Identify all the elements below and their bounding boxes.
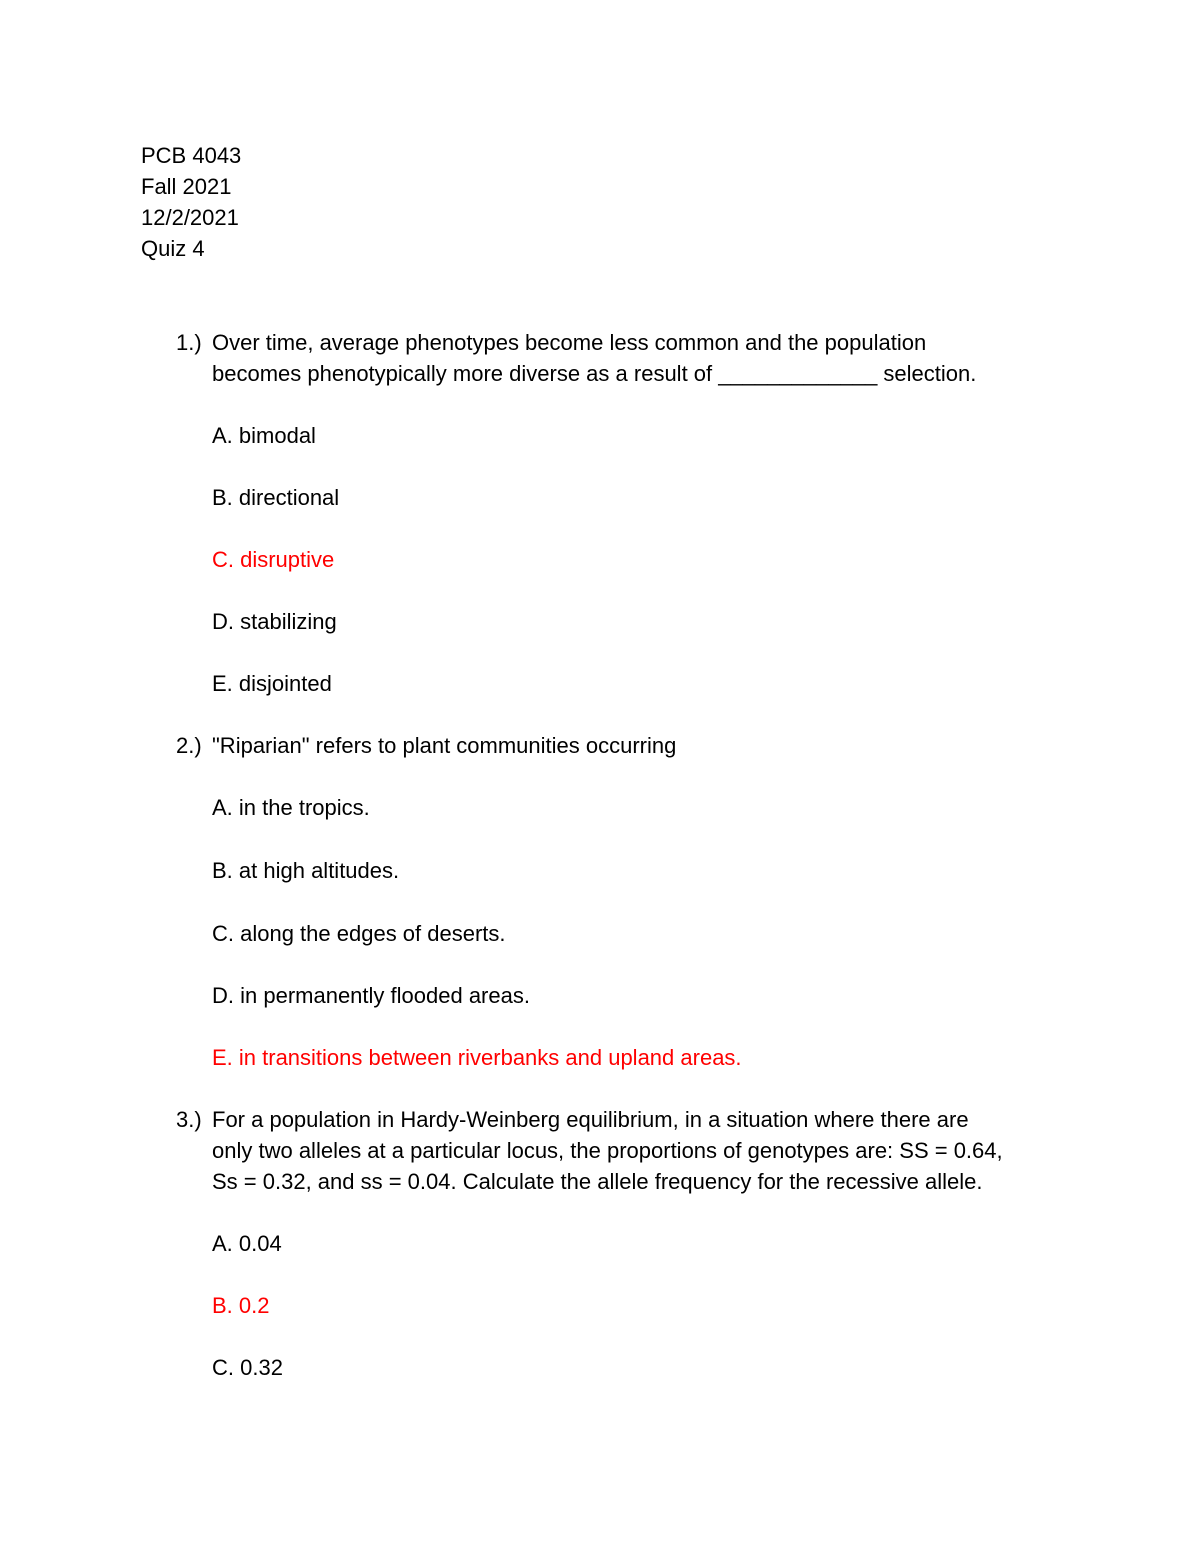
course-code: PCB 4043 xyxy=(141,143,242,168)
question-3-text-line-1: For a population in Hardy-Weinberg equilibrium, in a situation where there are xyxy=(212,1107,969,1132)
quiz-title: Quiz 4 xyxy=(141,236,205,261)
question-1-text-line-2: becomes phenotypically more diverse as a result of _____________ selection. xyxy=(212,361,977,386)
term: Fall 2021 xyxy=(141,174,232,199)
question-2-option-a: A. in the tropics. xyxy=(212,795,370,820)
question-3-text-line-3: Ss = 0.32, and ss = 0.04. Calculate the allele frequency for the recessive allele. xyxy=(212,1169,983,1194)
question-2-option-c: C. along the edges of deserts. xyxy=(212,921,506,946)
question-1-option-b: B. directional xyxy=(212,485,340,510)
question-2-option-b: B. at high altitudes. xyxy=(212,858,400,883)
question-1-number: 1.) xyxy=(176,330,202,355)
question-3-text-line-2: only two alleles at a particular locus, the proportions of genotypes are: SS = 0.64, xyxy=(212,1138,1003,1163)
question-1-option-d: D. stabilizing xyxy=(212,609,337,634)
question-3-option-c: C. 0.32 xyxy=(212,1355,283,1380)
question-3-number: 3.) xyxy=(176,1107,202,1132)
question-3-option-b-correct: B. 0.2 xyxy=(212,1293,270,1318)
question-2-number: 2.) xyxy=(176,733,202,758)
question-1-option-e: E. disjointed xyxy=(212,671,332,696)
question-2-option-d: D. in permanently flooded areas. xyxy=(212,983,530,1008)
question-1-option-a: A. bimodal xyxy=(212,423,316,448)
question-3-option-a: A. 0.04 xyxy=(212,1231,282,1256)
question-1-option-c-correct: C. disruptive xyxy=(212,547,335,572)
question-1-text-line-1: Over time, average phenotypes become less common and the population xyxy=(212,330,927,355)
question-2-option-e-correct: E. in transitions between riverbanks and upland areas. xyxy=(212,1045,742,1070)
question-2-text-line-1: "Riparian" refers to plant communities occurring xyxy=(212,733,677,758)
quiz-date: 12/2/2021 xyxy=(141,205,239,230)
